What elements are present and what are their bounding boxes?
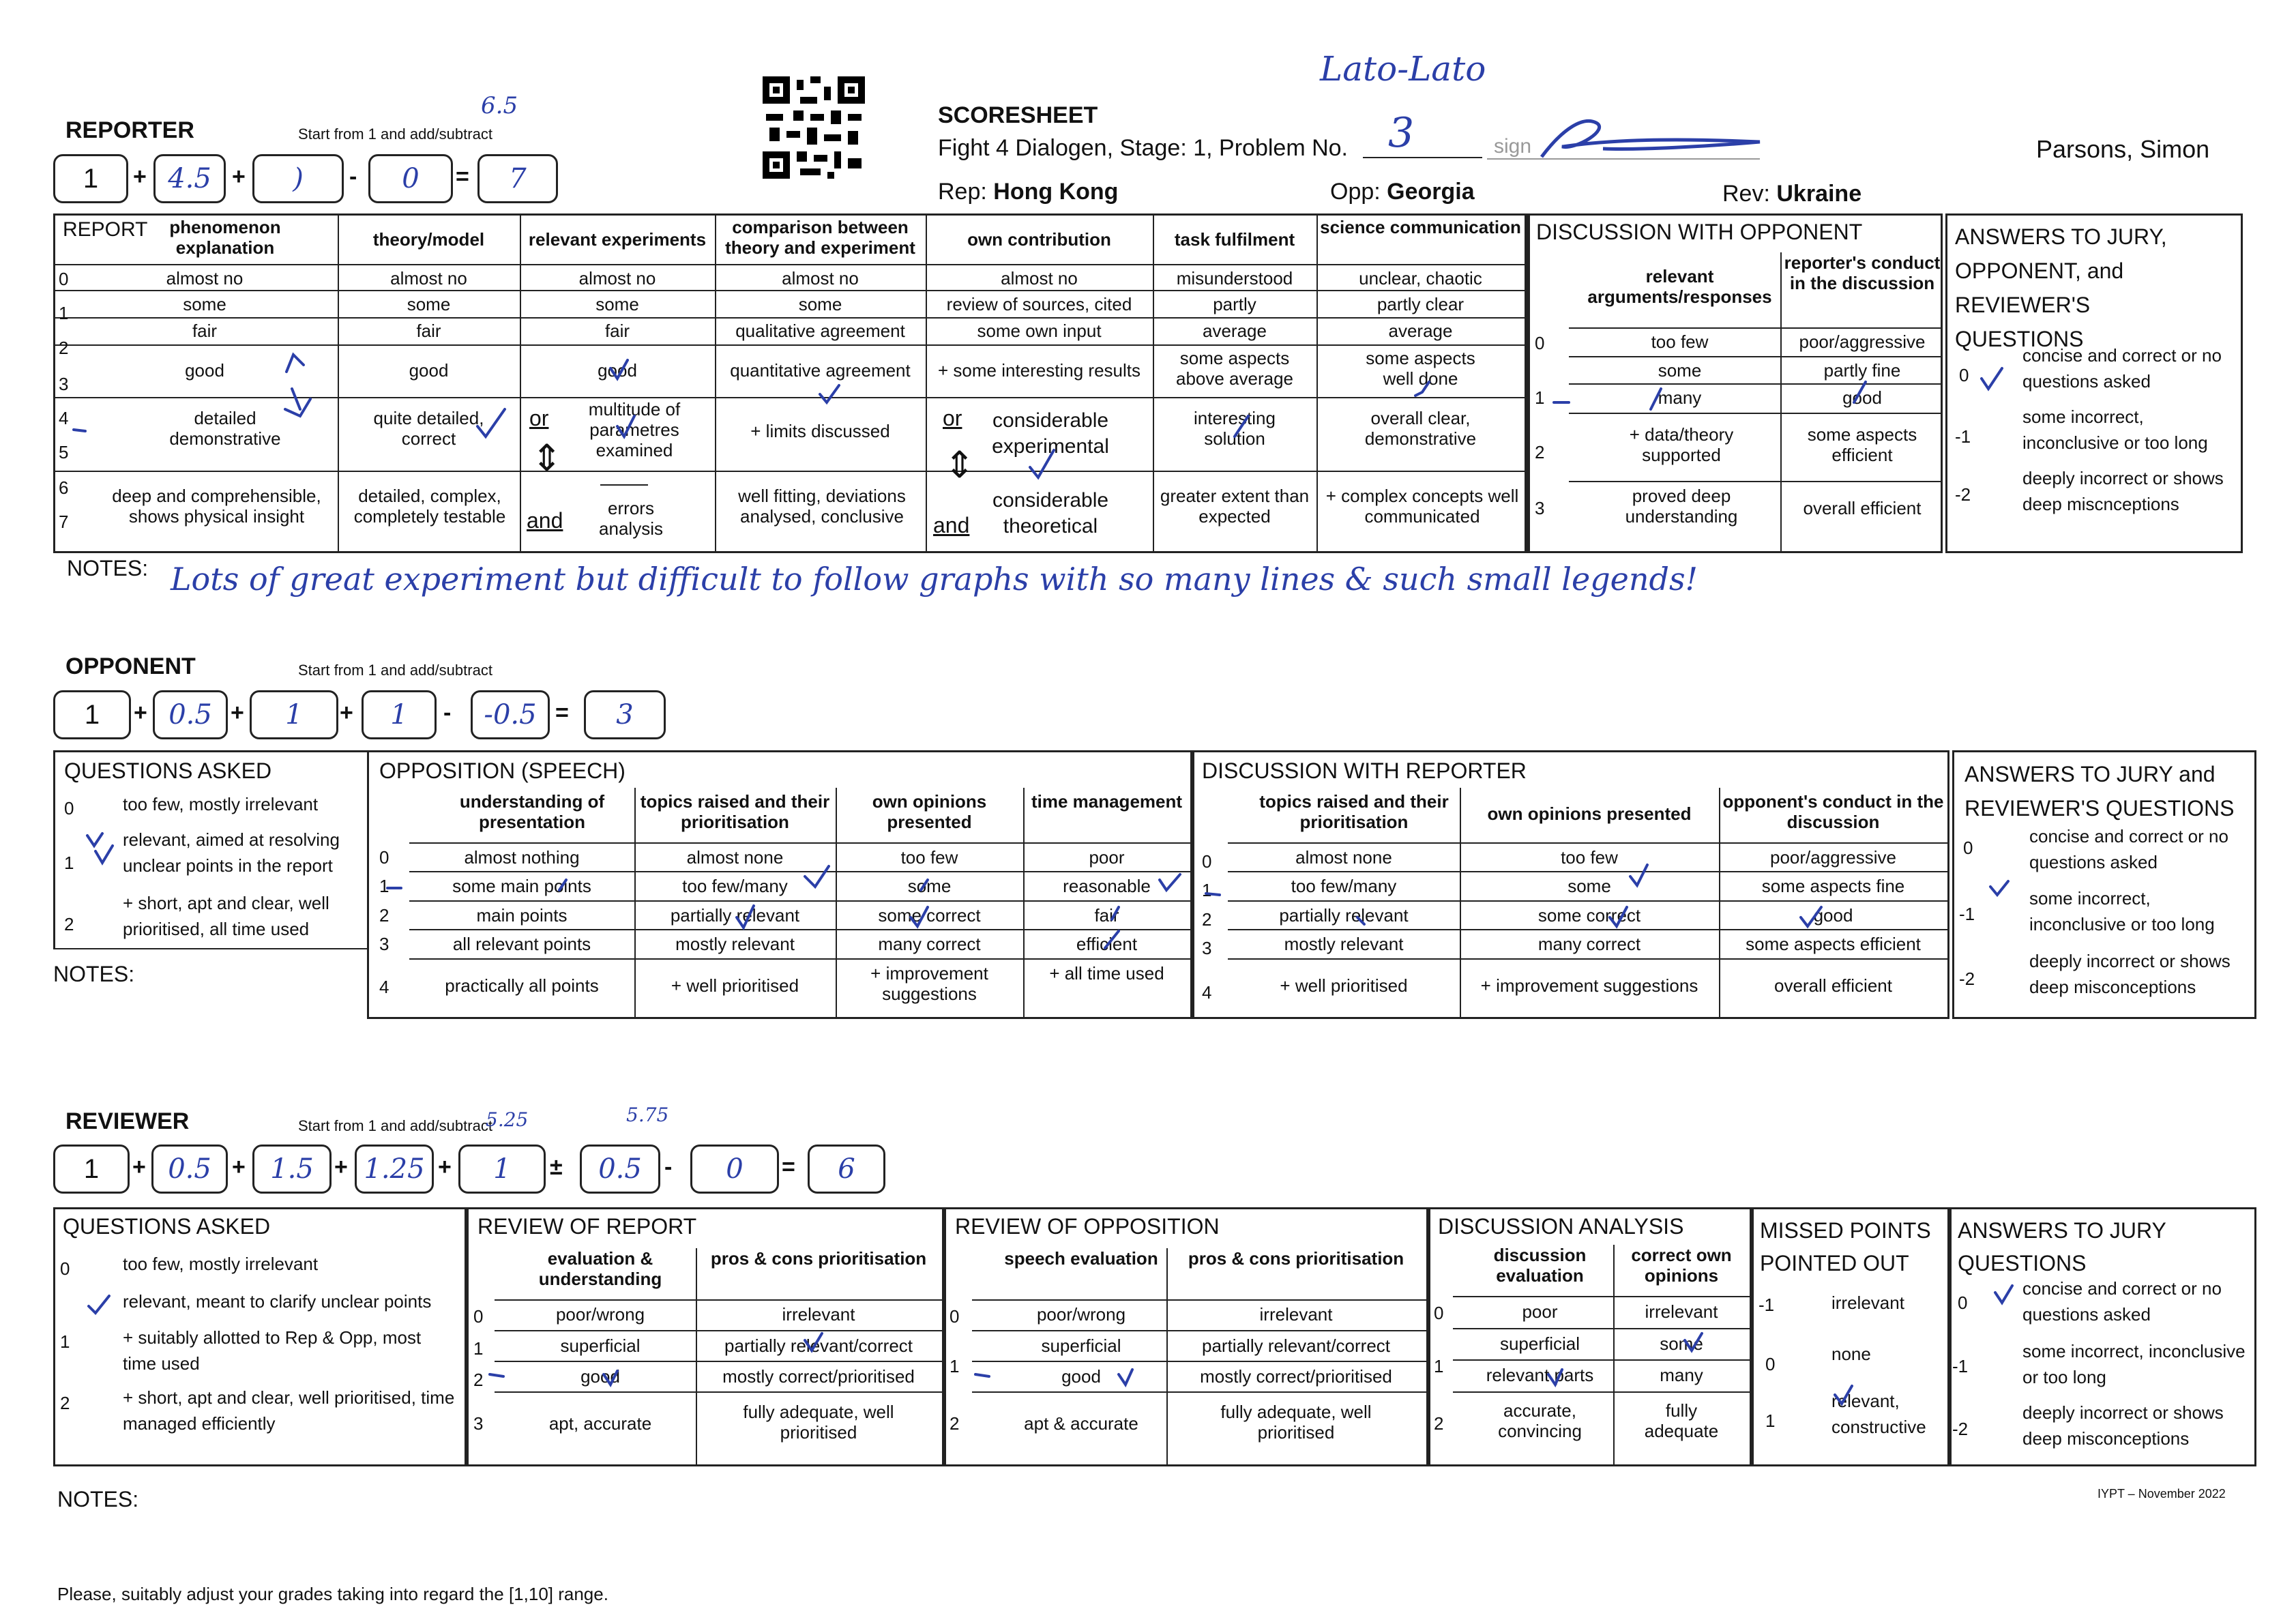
rep-c2-r3: good <box>409 360 449 381</box>
opp-questions-title: QUESTIONS ASKED <box>64 758 272 783</box>
review-opposition-h1: speech evaluation <box>1004 1248 1158 1269</box>
disc-analysis-r2-c1: relevant parts <box>1486 1365 1594 1385</box>
opposition-r0-c1: almost nothing <box>464 847 580 868</box>
opposition-scale-1: 1 <box>379 876 389 896</box>
opp-ans-text-1: some incorrect, inconclusive or too long <box>2029 888 2215 934</box>
rev-box-2[interactable]: 1.5 <box>252 1145 332 1194</box>
rep-c3-r5: errors analysis <box>599 498 663 539</box>
rep-scale-5: 5 <box>59 442 69 462</box>
opp-ans-val-2: -2 <box>1959 969 1975 989</box>
rep-and-1: and <box>527 508 563 533</box>
rev-op-5: ± <box>550 1154 563 1180</box>
opp-box-base[interactable]: 1 <box>53 690 131 739</box>
opp-disc-r2-c3: good <box>1813 905 1853 926</box>
opp-ans-val-1: -1 <box>1959 904 1975 924</box>
opp-op-4: - <box>443 700 452 726</box>
rev-ans-text-1: some incorrect, inconclusive or too long <box>2022 1341 2246 1387</box>
opp-box-4[interactable]: -0.5 <box>471 690 550 739</box>
opposition-r0-c3: too few <box>900 847 958 868</box>
opp-disc-r4-c3: overall efficient <box>1774 975 1892 996</box>
rep-ans-val-2: -2 <box>1955 484 1971 505</box>
opposition-scale-3: 3 <box>379 934 389 954</box>
opposition-r4-c3: + improvement suggestions <box>870 963 988 1004</box>
review-opposition-r0-c2: irrelevant <box>1259 1304 1333 1325</box>
opp-op-2: + <box>231 700 244 726</box>
opp-disc-scale-4: 4 <box>1202 982 1212 1003</box>
rep-col-header-1: phenomenon explanation <box>169 217 281 258</box>
rep-col-header-6: task fulfilment <box>1174 229 1295 250</box>
reporter-annotation: 6.5 <box>481 92 518 119</box>
rep-or-2: or <box>943 406 962 430</box>
rev-q-text-0: too few, mostly irrelevant <box>123 1254 319 1274</box>
opp-disc-h3: opponent's conduct in the discussion <box>1722 791 1944 832</box>
rep-or-1: or <box>529 406 549 430</box>
opp-disc-r1-c1: too few/many <box>1291 876 1397 896</box>
review-report-scale-0: 0 <box>473 1306 484 1327</box>
opp-box-2[interactable]: 1 <box>250 690 338 739</box>
disc-analysis-r0-c2: irrelevant <box>1645 1301 1718 1322</box>
reporter-op-1: + <box>133 164 147 190</box>
rep-c5-r3: + some interesting results <box>938 360 1140 381</box>
reporter-instruction: Start from 1 and add/subtract <box>298 126 492 143</box>
rep-c3-r2: fair <box>604 321 630 341</box>
opposition-r2-c2: partially relevant <box>670 905 800 926</box>
opposition-scale-2: 2 <box>379 905 389 926</box>
footer-note: Please, suitably adjust your grades taking into regard the [1,10] range. <box>57 1584 608 1604</box>
rev-op-7: = <box>782 1154 795 1180</box>
rev-ans-val-2: -2 <box>1952 1419 1969 1439</box>
rep-c5-r4: considerable experimental <box>992 409 1109 458</box>
opp-q-text-2: + short, apt and clear, well prioritised, all time used <box>123 893 329 939</box>
rev-questions-title: QUESTIONS ASKED <box>63 1214 271 1239</box>
review-report-scale-3: 3 <box>473 1413 484 1434</box>
rep-scale-4: 4 <box>59 408 69 428</box>
rep-arrow-2: ⇕ <box>944 445 975 486</box>
disc-analysis-r1-c2: some <box>1660 1333 1703 1354</box>
opp-box-total[interactable]: 3 <box>584 690 666 739</box>
rep-c4-r1: some <box>798 294 842 314</box>
rep-disc-scale-3: 3 <box>1535 498 1545 518</box>
disc-analysis-scale-1: 1 <box>1434 1356 1444 1376</box>
rep-team: Hong Kong <box>993 179 1119 205</box>
opposition-h4: time management <box>1031 791 1183 812</box>
opposition-title: OPPOSITION (SPEECH) <box>379 758 625 783</box>
rev-op-3: + <box>334 1154 348 1180</box>
rep-disc-r1-c1: some <box>1658 360 1702 381</box>
rep-disc-r2-c1: many <box>1658 387 1702 408</box>
fight-line: Fight 4 Dialogen, Stage: 1, Problem No. <box>938 135 1348 161</box>
rev-ans-text-2: deeply incorrect or shows deep misconceptions <box>2022 1402 2224 1449</box>
rep-notes-label: NOTES: <box>67 556 149 580</box>
rep-col-header-5: own contribution <box>967 229 1111 250</box>
opposition-h1: understanding of presentation <box>459 791 605 832</box>
rev-box-total[interactable]: 6 <box>808 1145 885 1194</box>
rep-answers-title: ANSWERS TO JURY, OPPONENT, and REVIEWER'S QUESTIONS <box>1955 224 2167 351</box>
rep-c3-r4: multitude of parametres examined <box>588 399 681 460</box>
rev-q-text-2: + suitably allotted to Rep & Opp, most time used <box>123 1327 422 1374</box>
opposition-r2-c1: main points <box>476 905 568 926</box>
rev-op-4: + <box>438 1154 452 1180</box>
opposition-r3-c1: all relevant points <box>452 934 591 954</box>
rev-box-4[interactable]: 1 <box>458 1145 546 1194</box>
review-opposition-r2-c2: mostly correct/prioritised <box>1200 1366 1392 1387</box>
rep-scale-7: 7 <box>59 512 69 532</box>
opponent-title: OPPONENT <box>65 653 196 679</box>
review-report-r3-c2: fully adequate, well prioritised <box>743 1402 894 1443</box>
missed-text-0: irrelevant <box>1831 1293 1904 1313</box>
rev-op-2: + <box>232 1154 246 1180</box>
opposition-r3-c2: mostly relevant <box>675 934 795 954</box>
opp-disc-scale-0: 0 <box>1202 851 1212 872</box>
reporter-box-total[interactable]: 7 <box>477 154 558 203</box>
rep-c7-r5: + complex concepts well communicated <box>1325 486 1519 527</box>
rep-disc-scale-2: 2 <box>1535 442 1545 462</box>
review-report-r0-c2: irrelevant <box>782 1304 855 1325</box>
opposition-r2-c3: some correct <box>878 905 981 926</box>
reviewer-title: REVIEWER <box>65 1108 190 1134</box>
opposition-r4-c1: practically all points <box>445 975 599 996</box>
reviewer-instruction: Start from 1 and add/subtract <box>298 1117 492 1134</box>
opposition-r2-c4: fair <box>1094 905 1119 926</box>
rep-disc-col2: reporter's conduct in the discussion <box>1784 252 1941 293</box>
rev-box-base[interactable]: 1 <box>53 1145 130 1194</box>
opp-answers-title: ANSWERS TO JURY and REVIEWER'S QUESTIONS <box>1964 762 2235 821</box>
review-report-title: REVIEW OF REPORT <box>477 1214 697 1239</box>
opposition-r1-c2: too few/many <box>682 876 788 896</box>
rev-ans-val-1: -1 <box>1952 1356 1969 1376</box>
rep-c7-r1: partly clear <box>1377 294 1465 314</box>
opp-q-val-1: 1 <box>64 853 74 873</box>
opp-box-3[interactable]: 1 <box>362 690 437 739</box>
review-report-r0-c1: poor/wrong <box>555 1304 645 1325</box>
opposition-r1-c3: some <box>907 876 952 896</box>
disc-analysis-r1-c1: superficial <box>1499 1333 1580 1354</box>
rep-c2-r1: some <box>407 294 451 314</box>
opposition-r3-c3: many correct <box>878 934 981 954</box>
opp-disc-r1-c3: some aspects fine <box>1761 876 1905 896</box>
review-report-r1-c2: partially relevant/correct <box>724 1335 913 1356</box>
rep-scale-1: 1 <box>59 303 69 323</box>
rep-disc-col1: relevant arguments/responses <box>1587 266 1772 307</box>
rep-c4-r4: + limits discussed <box>750 421 890 441</box>
rep-discussion-title: DISCUSSION WITH OPPONENT <box>1536 220 1863 244</box>
opp-team: Georgia <box>1387 179 1475 205</box>
review-report-r1-c1: superficial <box>560 1335 641 1356</box>
rep-c3-r0: almost no <box>578 268 656 289</box>
rep-arrow-1: ⇕ <box>531 438 563 479</box>
rev-q-val-2: 1 <box>60 1331 70 1352</box>
problem-number: 3 <box>1388 109 1415 157</box>
signer-name: Lato-Lato <box>1320 49 1486 89</box>
rep-disc-r3-c1: + data/theory supported <box>1629 424 1734 465</box>
reporter-box-base[interactable]: 1 <box>53 154 128 203</box>
opp-disc-scale-2: 2 <box>1202 909 1212 930</box>
disc-analysis-r0-c1: poor <box>1522 1301 1558 1322</box>
rep-c2-r4: quite detailed, correct <box>373 408 484 449</box>
rev-q-text-1: relevant, meant to clarify unclear points <box>123 1291 432 1312</box>
opp-disc-scale-3: 3 <box>1202 938 1212 958</box>
rep-disc-r4-c2: overall efficient <box>1803 498 1922 518</box>
opponent-instruction: Start from 1 and add/subtract <box>298 662 492 679</box>
rep-scale-6: 6 <box>59 477 69 498</box>
rep-disc-r0-c1: too few <box>1651 331 1709 352</box>
review-opposition-h2: pros & cons prioritisation <box>1188 1248 1404 1269</box>
opp-disc-r0-c1: almost none <box>1295 847 1392 868</box>
rep-ans-text-2: deeply incorrect or shows deep miscnceptions <box>2022 468 2224 514</box>
opposition-r1-c4: reasonable <box>1063 876 1151 896</box>
juror-name: Parsons, Simon <box>2036 135 2210 163</box>
disc-analysis-r3-c2: fully adequate <box>1644 1400 1719 1441</box>
rep-c5-r0: almost no <box>1001 268 1078 289</box>
rep-c6-r1: partly <box>1213 294 1256 314</box>
review-opposition-scale-1: 1 <box>950 1356 960 1376</box>
rep-c3-r3: good <box>598 360 637 381</box>
opposition-r0-c4: poor <box>1089 847 1125 868</box>
opp-disc-scale-1: 1 <box>1202 880 1212 900</box>
rep-c6-r0: misunderstood <box>1176 268 1293 289</box>
disc-analysis-scale-2: 2 <box>1434 1413 1444 1434</box>
rep-disc-r2-c2: good <box>1842 387 1882 408</box>
opp-op-1: + <box>134 700 147 726</box>
reporter-box-2[interactable]: ) <box>252 154 344 203</box>
opp-line: Opp: Georgia <box>1330 179 1475 205</box>
rep-c2-r0: almost no <box>390 268 467 289</box>
opp-discussion-title: DISCUSSION WITH REPORTER <box>1202 758 1527 783</box>
reviewer-annotation-1: 5.25 <box>486 1108 529 1131</box>
review-opposition-r0-c1: poor/wrong <box>1036 1304 1126 1325</box>
reporter-box-3[interactable]: 0 <box>368 154 453 203</box>
review-opposition-scale-0: 0 <box>950 1306 960 1327</box>
opposition-scale-0: 0 <box>379 847 389 868</box>
reviewer-annotation-2: 5.75 <box>626 1104 669 1126</box>
missed-text-2: relevant, constructive <box>1831 1391 1926 1437</box>
review-opposition-r2-c1: good <box>1061 1366 1101 1387</box>
opp-disc-r0-c2: too few <box>1561 847 1618 868</box>
rep-and-2: and <box>933 513 970 537</box>
review-opposition-scale-2: 2 <box>950 1413 960 1434</box>
rev-box-6[interactable]: 0 <box>690 1145 779 1194</box>
review-opposition-r1-c1: superficial <box>1041 1335 1121 1356</box>
report-panel-label: REPORT <box>63 218 148 241</box>
opp-q-text-1: relevant, aimed at resolving unclear points in the report <box>123 829 340 876</box>
reporter-op-4: = <box>456 164 469 190</box>
opp-disc-r1-c2: some <box>1568 876 1611 896</box>
rep-c7-r3: some aspects well done <box>1366 348 1475 389</box>
opposition-scale-4: 4 <box>379 977 389 997</box>
rep-notes-text[interactable]: Lots of great experiment but difficult to follow graphs with so many lines & such small legends! <box>171 561 1698 597</box>
opposition-r1-c1: some main points <box>452 876 591 896</box>
missed-val-1: 0 <box>1765 1354 1776 1374</box>
opp-op-3: + <box>340 700 353 726</box>
rep-c7-r2: average <box>1388 321 1453 341</box>
review-report-h1: evaluation & understanding <box>538 1248 662 1289</box>
opposition-r3-c4: efficient <box>1076 934 1138 954</box>
review-report-scale-1: 1 <box>473 1338 484 1359</box>
review-opposition-r3-c1: apt & accurate <box>1024 1413 1138 1434</box>
rep-c6-r5: greater extent than expected <box>1160 486 1310 527</box>
rep-c1-r2: fair <box>192 321 218 341</box>
opp-op-5: = <box>555 700 569 726</box>
rep-c1-r3: good <box>185 360 224 381</box>
rev-ans-text-0: concise and correct or no questions asked <box>2022 1278 2222 1325</box>
disc-analysis-scale-0: 0 <box>1434 1303 1444 1323</box>
opp-notes-label: NOTES: <box>53 962 135 986</box>
rev-team: Ukraine <box>1776 181 1862 207</box>
rep-disc-scale-0: 0 <box>1535 333 1545 353</box>
review-report-r3-c1: apt, accurate <box>548 1413 652 1434</box>
reporter-op-2: + <box>232 164 246 190</box>
review-opposition-r3-c2: fully adequate, well prioritised <box>1220 1402 1372 1443</box>
rep-ans-text-0: concise and correct or no questions asked <box>2022 345 2222 392</box>
opp-disc-h1: topics raised and their prioritisation <box>1259 791 1449 832</box>
missed-val-2: 1 <box>1765 1411 1776 1431</box>
opp-disc-r0-c3: poor/aggressive <box>1770 847 1896 868</box>
rep-c6-r3: some aspects above average <box>1175 348 1294 389</box>
rep-scale-2: 2 <box>59 338 69 358</box>
opp-q-text-0: too few, mostly irrelevant <box>123 794 319 814</box>
rep-scale-0: 0 <box>59 269 69 289</box>
rep-col-header-3: relevant experiments <box>528 229 707 250</box>
opp-disc-r4-c1: + well prioritised <box>1280 975 1408 996</box>
review-report-r2-c1: good <box>580 1366 620 1387</box>
review-report-scale-2: 2 <box>473 1370 484 1390</box>
opp-disc-h2: own opinions presented <box>1487 803 1692 824</box>
rep-ans-text-1: some incorrect, inconclusive or too long <box>2022 407 2208 453</box>
opp-disc-r3-c1: mostly relevant <box>1284 934 1404 954</box>
rev-q-text-3: + short, apt and clear, well prioritised, time managed efficiently <box>123 1387 455 1434</box>
rep-col-header-7: science communication <box>1320 217 1521 237</box>
rep-ans-val-1: -1 <box>1955 426 1971 447</box>
rep-disc-scale-1: 1 <box>1535 387 1545 408</box>
reporter-title: REPORTER <box>65 117 194 143</box>
disc-analysis-h1: discussion evaluation <box>1493 1245 1587 1286</box>
rep-c5-r1: review of sources, cited <box>946 294 1132 314</box>
rev-ans-val-0: 0 <box>1958 1293 1968 1313</box>
review-report-h2: pros & cons prioritisation <box>710 1248 927 1269</box>
sign-label: sign <box>1494 135 1532 158</box>
rep-col-header-2: theory/model <box>372 229 485 250</box>
opp-disc-r3-c2: many correct <box>1537 934 1641 954</box>
rev-op-1: + <box>132 1154 146 1180</box>
missed-val-0: -1 <box>1758 1295 1775 1315</box>
disc-analysis-r3-c1: accurate, convincing <box>1498 1400 1582 1441</box>
rep-disc-r4-c1: proved deep understanding <box>1625 486 1738 527</box>
rep-c4-r2: qualitative agreement <box>735 321 905 341</box>
rep-c1-r0: almost no <box>166 268 244 289</box>
rep-disc-r0-c2: poor/aggressive <box>1799 331 1926 352</box>
opp-disc-r3-c3: some aspects efficient <box>1746 934 1921 954</box>
disc-analysis-r2-c2: many <box>1660 1365 1703 1385</box>
rep-c1-r1: some <box>183 294 226 314</box>
opposition-r0-c2: almost none <box>686 847 784 868</box>
review-opposition-r1-c2: partially relevant/correct <box>1202 1335 1390 1356</box>
opp-q-val-0: 0 <box>64 798 74 818</box>
rev-q-val-3: 2 <box>60 1393 70 1413</box>
rep-c6-r4: interesting solution <box>1194 408 1276 449</box>
rep-disc-r1-c2: partly fine <box>1823 360 1901 381</box>
rev-box-1[interactable]: 0.5 <box>151 1145 228 1194</box>
rev-notes-label: NOTES: <box>57 1487 139 1511</box>
rev-q-val-0: 0 <box>60 1258 70 1279</box>
rev-answers-title: ANSWERS TO JURY QUESTIONS <box>1958 1218 2166 1275</box>
opp-box-1[interactable]: 0.5 <box>153 690 228 739</box>
review-report-r2-c2: mostly correct/prioritised <box>722 1366 915 1387</box>
rep-c7-r4: overall clear, demonstrative <box>1364 408 1477 449</box>
opposition-r4-c2: + well prioritised <box>671 975 799 996</box>
rep-scale-3: 3 <box>59 374 69 394</box>
rep-c6-r2: average <box>1203 321 1267 341</box>
rep-c3-r1: some <box>595 294 639 314</box>
rev-box-5[interactable]: 0.5 <box>580 1145 660 1194</box>
rep-line: Rep: Hong Kong <box>938 179 1119 205</box>
opposition-r4-c4: + all time used <box>1049 963 1164 984</box>
review-opposition-title: REVIEW OF OPPOSITION <box>955 1214 1220 1239</box>
opp-q-val-2: 2 <box>64 914 74 934</box>
reporter-op-3: - <box>349 164 357 190</box>
rep-c4-r5: well fitting, deviations analysed, conclusive <box>738 486 906 527</box>
opp-ans-val-0: 0 <box>1963 838 1973 858</box>
sheet-title: SCORESHEET <box>938 102 1098 128</box>
rep-c4-r3: quantitative agreement <box>730 360 911 381</box>
rep-c5-r2: some own input <box>977 321 1102 341</box>
opp-disc-r4-c2: + improvement suggestions <box>1480 975 1698 996</box>
rep-c5-r5: considerable theoretical <box>992 489 1109 537</box>
version-label: IYPT – November 2022 <box>2098 1487 2226 1501</box>
rep-c1-r5: deep and comprehensible, shows physical insight <box>112 486 321 527</box>
reporter-box-1[interactable]: 4.5 <box>153 154 226 203</box>
rev-line: Rev: Ukraine <box>1722 181 1862 207</box>
opp-disc-r2-c1: partially relevant <box>1279 905 1409 926</box>
missed-points-title: MISSED POINTS POINTED OUT <box>1760 1218 1931 1275</box>
rep-c1-r4: detailed demonstrative <box>169 408 281 449</box>
discussion-analysis-title: DISCUSSION ANALYSIS <box>1438 1214 1684 1239</box>
rep-c2-r5: detailed, complex, completely testable <box>353 486 506 527</box>
opposition-h2: topics raised and their prioritisation <box>640 791 830 832</box>
rep-ans-val-0: 0 <box>1959 365 1969 385</box>
disc-analysis-h2: correct own opinions <box>1631 1245 1732 1286</box>
rep-c7-r0: unclear, chaotic <box>1359 268 1482 289</box>
opp-ans-text-2: deeply incorrect or shows deep misconceptions <box>2029 951 2231 997</box>
rep-disc-r3-c2: some aspects efficient <box>1807 424 1917 465</box>
rep-c2-r2: fair <box>416 321 441 341</box>
rev-op-6: - <box>664 1154 673 1180</box>
opposition-h3: own opinions presented <box>872 791 987 832</box>
missed-text-1: none <box>1831 1344 1871 1364</box>
rep-c4-r0: almost no <box>782 268 859 289</box>
opp-ans-text-0: concise and correct or no questions asked <box>2029 826 2228 872</box>
rev-box-3[interactable]: 1.25 <box>355 1145 434 1194</box>
opp-disc-r2-c2: some correct <box>1537 905 1641 926</box>
rep-col-header-4: comparison between theory and experiment <box>725 217 915 258</box>
